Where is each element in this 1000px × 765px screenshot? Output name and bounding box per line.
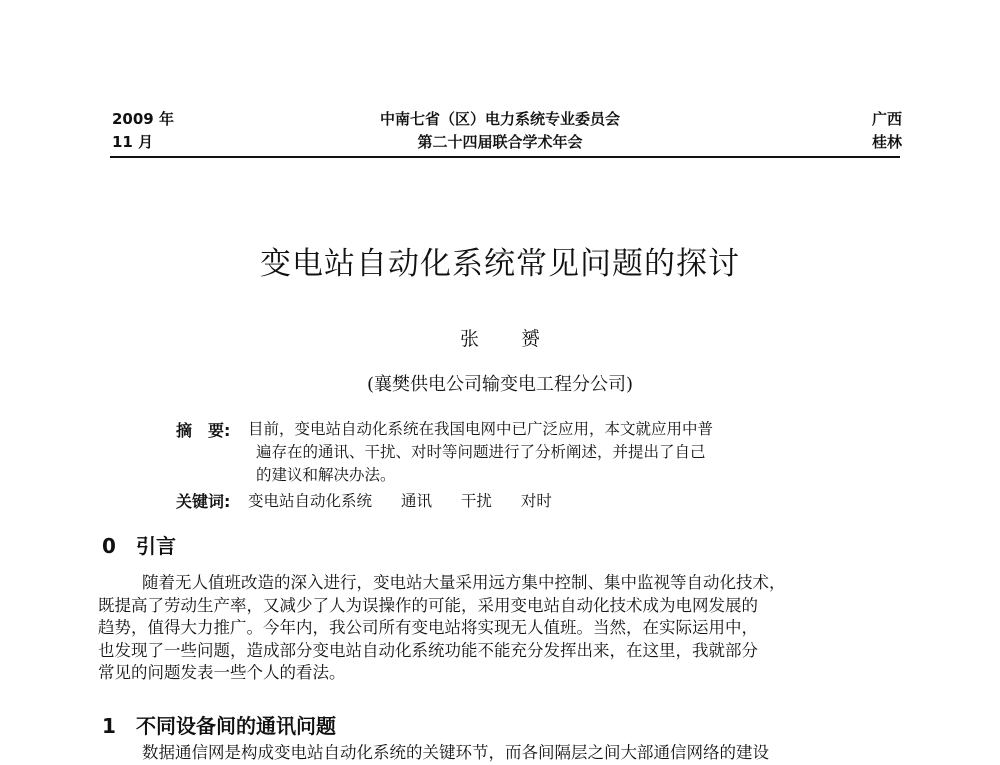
section-title: 不同设备间的通讯问题 xyxy=(136,714,336,738)
communication-paragraph xyxy=(98,742,908,765)
header-divider xyxy=(110,156,900,158)
header-year: 2009 年 xyxy=(112,110,174,128)
conference-line-2: 第二十四届联合学术年会 xyxy=(417,133,583,151)
section-number: 0 xyxy=(102,534,116,558)
abstract-line: 目前，变电站自动化系统在我国电网中已广泛应用，本文就应用中普 xyxy=(248,420,714,438)
keywords-label: 关键词: xyxy=(176,492,231,511)
paragraph-line: 趋势，值得大力推广。今年内，我公司所有变电站将实现无人值班。当然，在实际运用中， xyxy=(98,618,758,638)
paragraph-line: 数据通信网是构成变电站自动化系统的关键环节，而各间隔层之间大部通信网络的建设 xyxy=(142,743,769,762)
keyword: 对时 xyxy=(520,492,552,510)
abstract-line: 的建议和解决办法。 xyxy=(256,466,396,484)
header-location xyxy=(872,108,902,154)
keyword: 干扰 xyxy=(460,492,492,510)
paragraph-line: 随着无人值班改造的深入进行，变电站大量采用远方集中控制、集中监视等自动化技术， xyxy=(142,573,786,592)
introduction-paragraph xyxy=(98,572,908,685)
paper-affiliation: (襄樊供电公司输变电工程分公司) xyxy=(366,374,634,395)
abstract-text xyxy=(248,418,848,487)
paragraph-line: 也发现了一些问题，造成部分变电站自动化系统功能不能充分发挥出来，在这里，我就部分 xyxy=(98,640,758,660)
paper-author: 张 赟 xyxy=(459,328,559,350)
paragraph-line: 常见的问题发表一些个人的看法。 xyxy=(98,663,346,683)
keyword: 通讯 xyxy=(400,492,432,510)
keyword: 变电站自动化系统 xyxy=(248,492,373,510)
keywords-list xyxy=(248,489,576,511)
abstract-line: 遍存在的通讯、干扰、对时等问题进行了分析阐述，并提出了自己 xyxy=(256,443,706,461)
header-month: 11 月 xyxy=(112,133,154,151)
conference-line-1: 中南七省（区）电力系统专业委员会 xyxy=(379,110,620,128)
paragraph-line: 既提高了劳动生产率，又减少了人为误操作的可能，采用变电站自动化技术成为电网发展的 xyxy=(98,595,758,615)
section-heading-introduction xyxy=(102,530,176,559)
paper-title: 变电站自动化系统常见问题的探讨 xyxy=(260,246,740,282)
location-line-1: 广西 xyxy=(871,110,902,128)
section-heading-communication xyxy=(102,710,336,739)
section-number: 1 xyxy=(102,714,116,738)
abstract-label: 摘 要: xyxy=(176,421,231,440)
header-date xyxy=(112,108,174,154)
location-line-2: 桂林 xyxy=(871,133,902,151)
section-title: 引言 xyxy=(136,534,176,558)
header-conference xyxy=(300,108,700,154)
